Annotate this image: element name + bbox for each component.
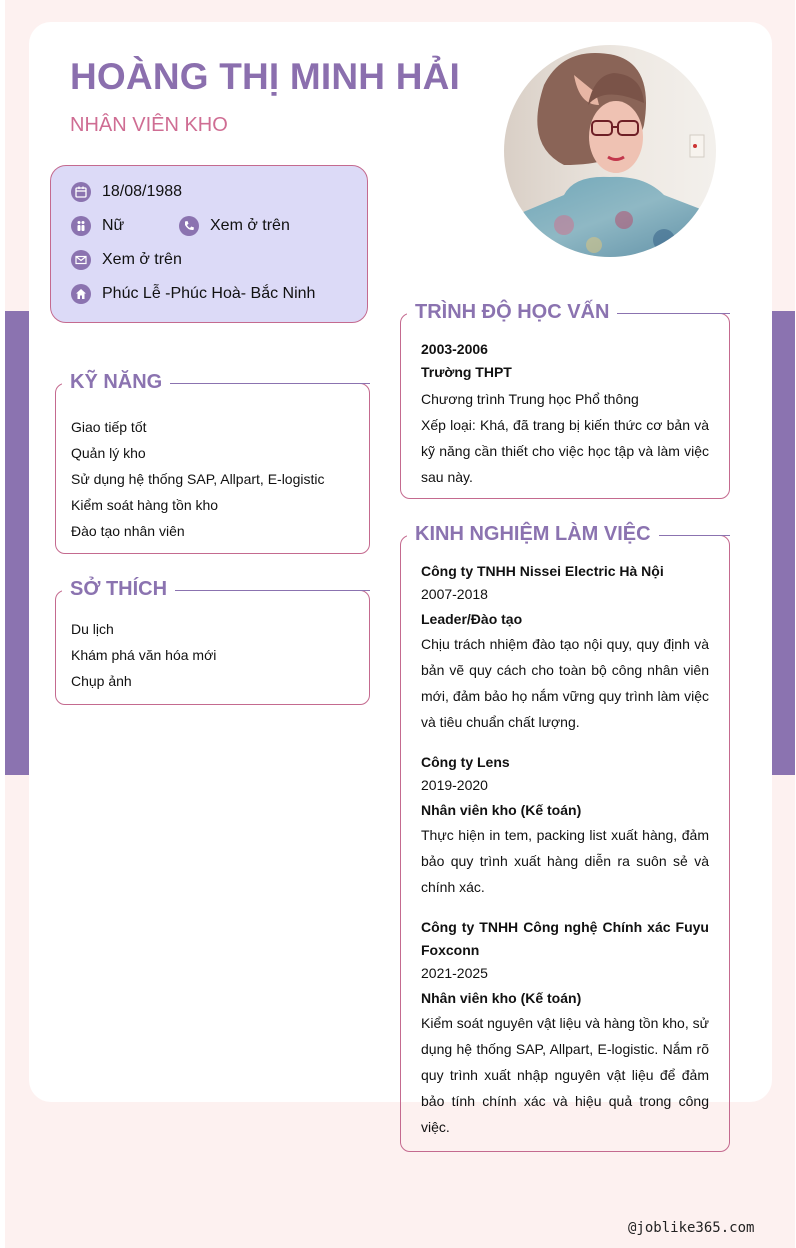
gender-value: Nữ <box>102 217 125 234</box>
experience-entry <box>421 916 709 1140</box>
right-accent-band <box>772 311 795 775</box>
skill-item: Quản lý kho <box>71 445 146 461</box>
education-entry <box>421 338 709 490</box>
education-program: Chương trình Trung học Phổ thông <box>421 391 639 407</box>
skills-title-line <box>170 383 370 384</box>
experience-title-line <box>653 535 730 536</box>
experience-entry <box>421 560 709 735</box>
calendar-icon <box>71 182 91 202</box>
contact-info-box <box>50 165 368 323</box>
job-title: NHÂN VIÊN KHO <box>70 114 228 136</box>
candidate-name: HOÀNG THỊ MINH HẢI <box>70 56 461 97</box>
skills-list <box>71 414 325 544</box>
job-company: Công ty TNHH Nissei Electric Hà Nội <box>421 563 664 579</box>
education-title: TRÌNH ĐỘ HỌC VẤN <box>407 301 617 324</box>
phone-icon <box>179 216 199 236</box>
hobbies-list <box>71 616 216 694</box>
job-description: Kiểm soát nguyên vật liệu và hàng tồn kho, sử dụng hệ thống SAP, Allpart, E-logistic. Nắm rõ quy trình xuất nhập nguyên vật liệu để đảm bảo tính chính xác và hiệu quả trong công việc. <box>421 1015 709 1135</box>
job-position: Nhân viên kho (Kế toán) <box>421 990 582 1006</box>
address-value: Phúc Lễ -Phúc Hoà- Bắc Ninh <box>102 285 316 302</box>
address-row <box>71 284 315 304</box>
hobby-item: Du lịch <box>71 621 114 637</box>
job-position: Leader/Đào tạo <box>421 611 523 627</box>
education-title-line <box>612 313 730 314</box>
experience-title: KINH NGHIỆM LÀM VIỆC <box>407 523 659 546</box>
job-period: 2019-2020 <box>421 777 488 793</box>
skill-item: Kiểm soát hàng tồn kho <box>71 497 219 513</box>
skill-item: Sử dụng hệ thống SAP, Allpart, E-logistic <box>71 471 325 487</box>
birthday-row <box>71 182 182 202</box>
experience-entry <box>421 751 709 900</box>
profile-photo <box>504 45 716 257</box>
skill-item: Giao tiếp tốt <box>71 419 147 435</box>
job-company: Công ty TNHH Công nghệ Chính xác Fuyu Foxconn <box>421 919 709 958</box>
hobby-item: Khám phá văn hóa mới <box>71 647 217 663</box>
skill-item: Đào tạo nhân viên <box>71 523 185 539</box>
home-icon <box>71 284 91 304</box>
job-description: Chịu trách nhiệm đào tạo nội quy, quy định và bản vẽ quy cách cho toàn bộ công nhân viên mới, đảm bảo họ nắm vững quy trình làm việc và tiêu chuẩn chất lượng. <box>421 636 709 730</box>
skills-title: KỸ NĂNG <box>62 371 170 394</box>
job-position: Nhân viên kho (Kế toán) <box>421 802 582 818</box>
phone-value: Xem ở trên <box>210 217 290 234</box>
birthday-value: 18/08/1988 <box>102 183 183 200</box>
hobby-item: Chụp ảnh <box>71 673 132 689</box>
education-school: Trường THPT <box>421 364 512 380</box>
job-description: Thực hiện in tem, packing list xuất hàng, đảm bảo quy trình xuất hàng diễn ra suôn sẻ và chính xác. <box>421 827 709 895</box>
job-period: 2021-2025 <box>421 965 488 981</box>
gender-row <box>71 216 124 236</box>
watermark: @joblike365.com <box>628 1220 755 1236</box>
mail-icon <box>71 250 91 270</box>
education-period: 2003-2006 <box>421 341 488 357</box>
hobbies-title-line <box>175 590 370 591</box>
hobbies-title: SỞ THÍCH <box>62 578 175 601</box>
email-row <box>71 250 182 270</box>
left-accent-band <box>5 311 29 775</box>
education-description: Xếp loại: Khá, đã trang bị kiến thức cơ bản và kỹ năng cần thiết cho việc học tập và làm việc sau này. <box>421 417 709 485</box>
email-value: Xem ở trên <box>102 251 182 268</box>
job-company: Công ty Lens <box>421 754 510 770</box>
job-period: 2007-2018 <box>421 586 488 602</box>
gender-icon <box>71 216 91 236</box>
phone-row <box>179 216 290 236</box>
